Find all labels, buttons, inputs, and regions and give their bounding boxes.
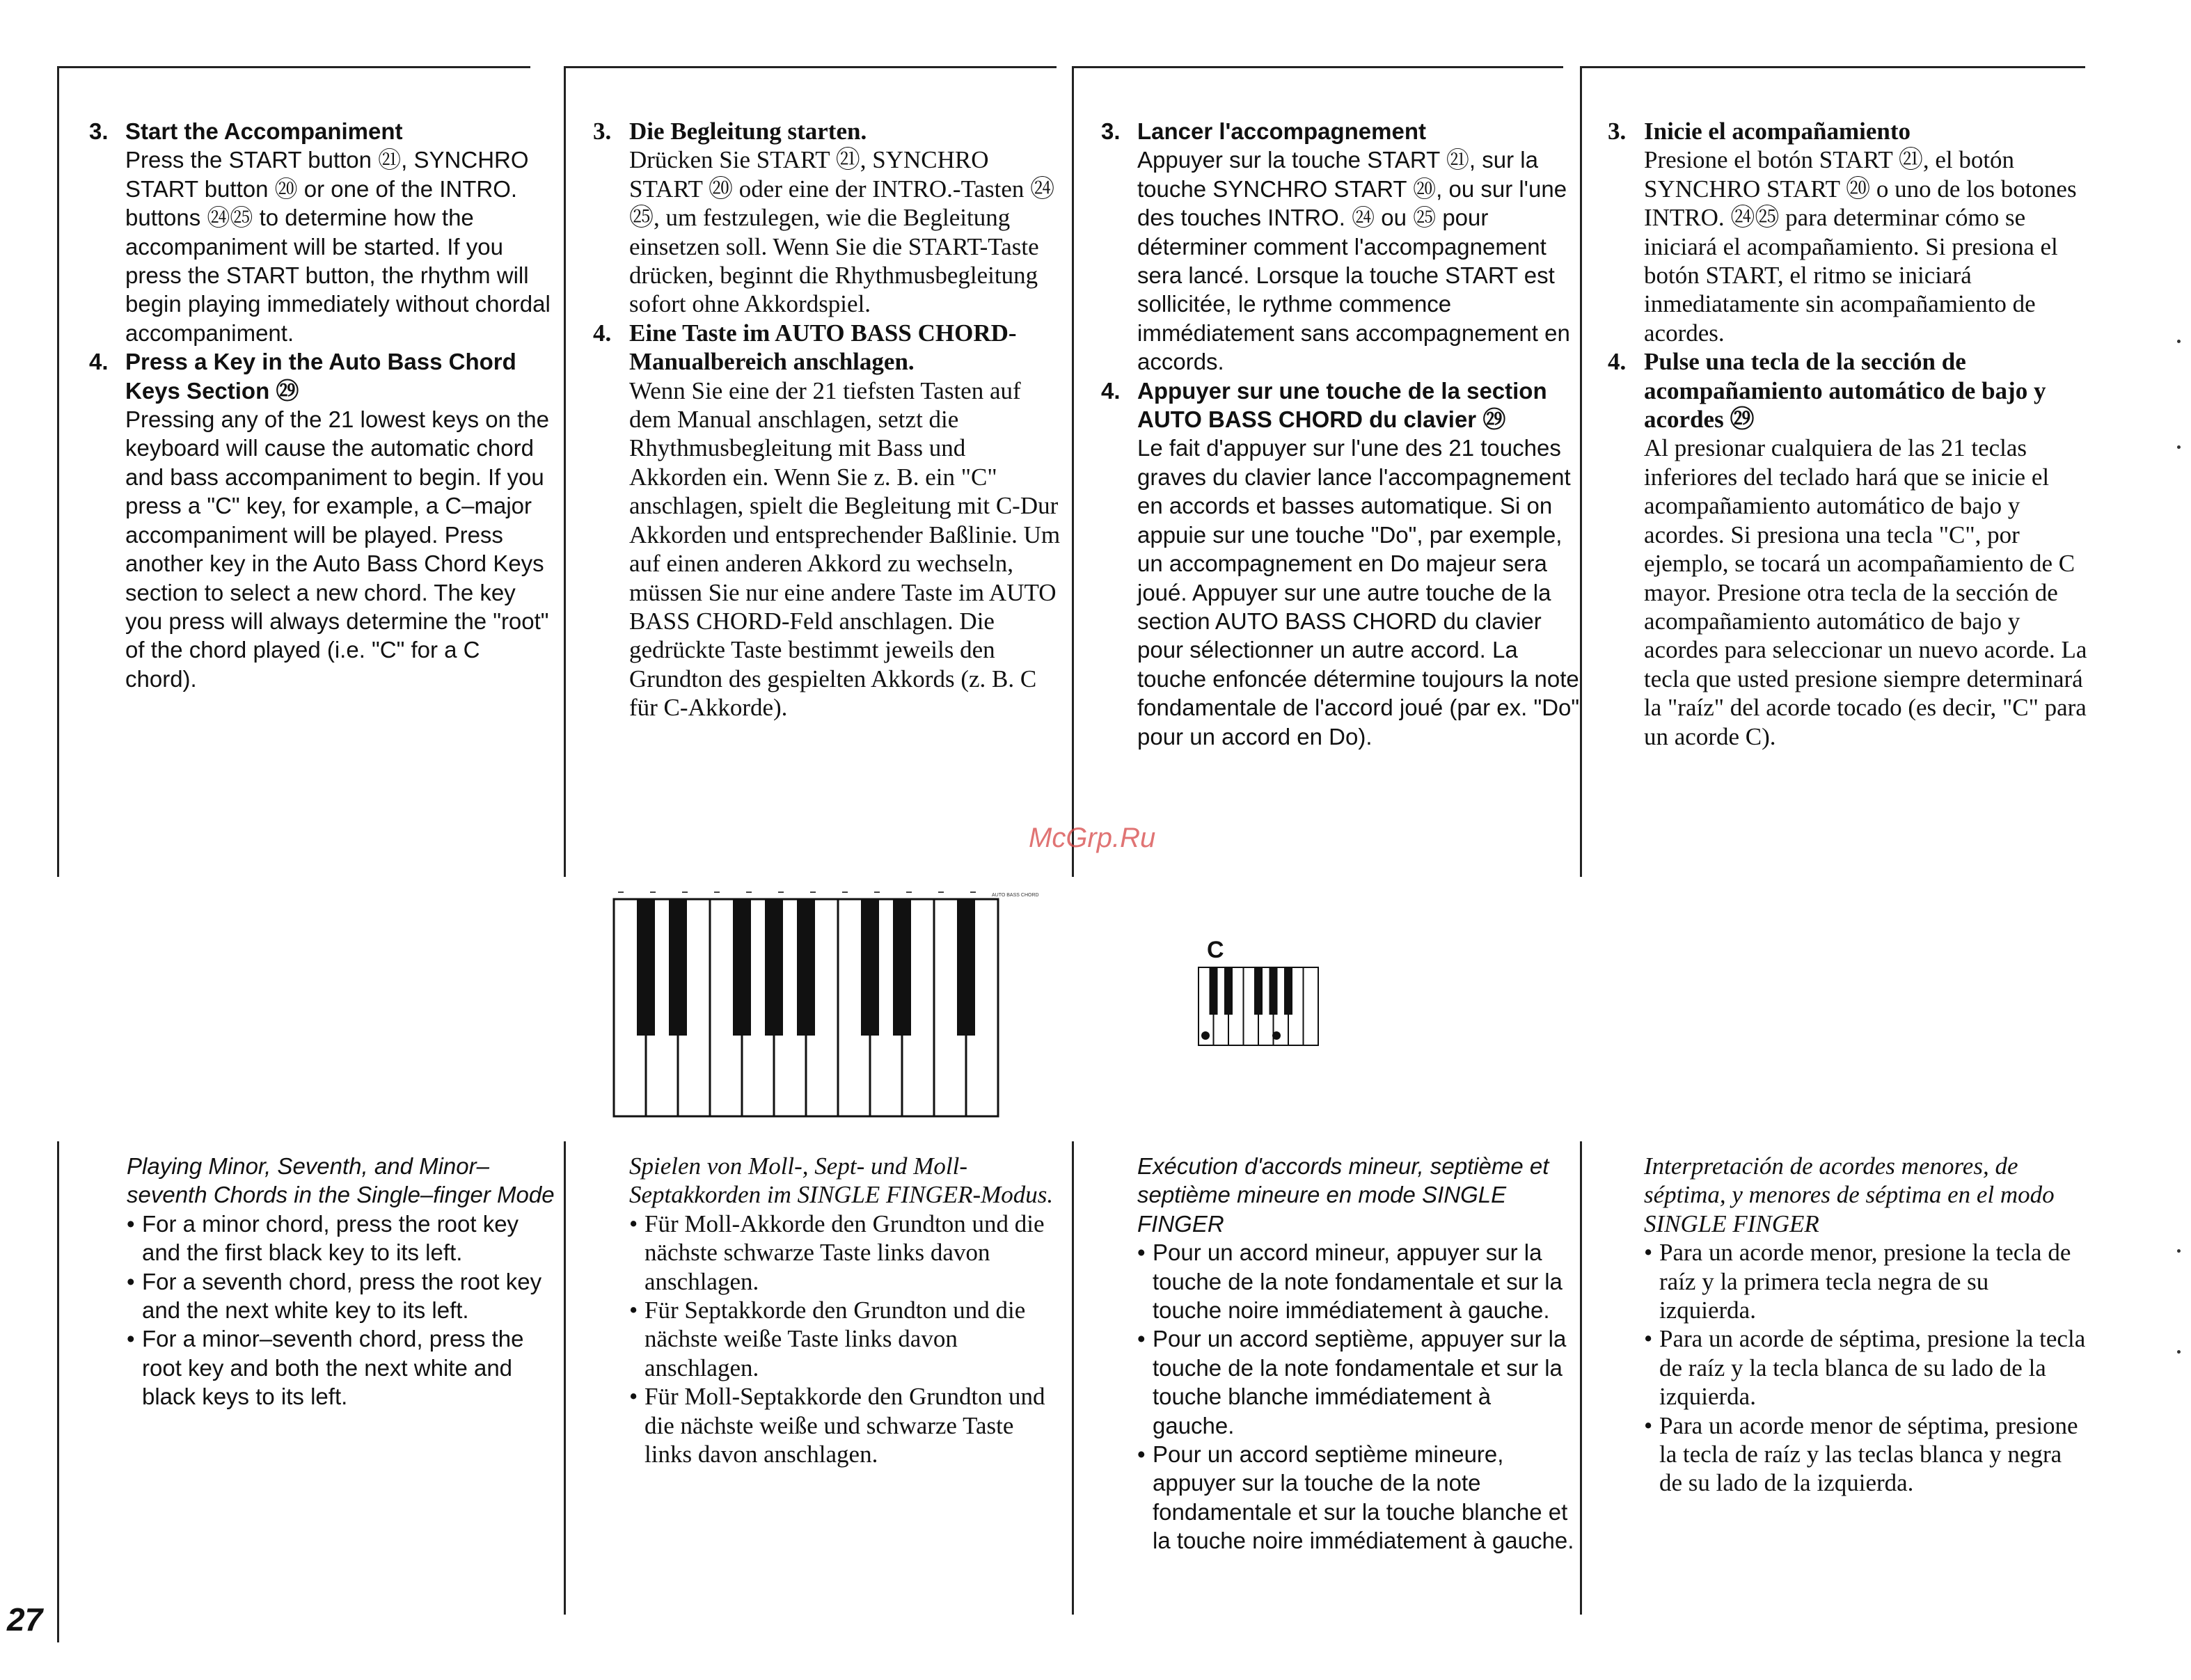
step-heading: Start the Accompaniment — [125, 118, 403, 144]
step-number: 4. — [1608, 348, 1627, 376]
watermark: McGrp.Ru — [1029, 823, 1156, 853]
step-heading: Die Begleitung starten. — [629, 118, 867, 145]
black-key — [893, 899, 911, 1036]
bullet-item: • Para un acorde de séptima, presione la tecla de raíz y la tecla blanca de su lado de la izquierda. — [1644, 1324, 2087, 1411]
black-key — [637, 899, 655, 1036]
step-number: 3. — [1608, 118, 1627, 145]
rule-vertical — [564, 66, 566, 877]
section-single-finger-german — [629, 1152, 1061, 1468]
scan-speck — [2177, 445, 2181, 449]
scan-speck — [2177, 1249, 2181, 1253]
bullet-item: • Para un acorde menor de séptima, presione la tecla de raíz y las teclas blanca y negra de su lado de la izquierda. — [1644, 1411, 2087, 1498]
bullet-item: • Para un acorde menor, presione la tecla de raíz y la primera tecla negra de su izquierda. — [1644, 1238, 2087, 1324]
step-text: Al presionar cualquiera de las 21 teclas inferiores del teclado hará que se inicie el acompañamiento automático de bajo y acordes. Si presiona una tecla "C", por ejemplo, se tocará un acompañamiento de C mayor. Presione otra tecla de la sección de acompañamiento automático de bajo y acordes para seleccionar un nuevo acorde. La tecla que usted presione siempre determinará la "raíz" del acorde tocado (es decir, "C" para un acorde C). — [1644, 434, 2087, 750]
step-heading: Eine Taste im AUTO BASS CHORD-Manualbereich anschlagen. — [629, 319, 1017, 376]
black-key — [765, 899, 783, 1036]
section-single-finger-french — [1137, 1152, 1576, 1555]
bullet-list — [1137, 1238, 1576, 1555]
section-title: Playing Minor, Seventh, and Minor–seventh Chords in the Single–finger Mode — [127, 1153, 555, 1208]
rule-vertical — [57, 66, 59, 877]
black-key — [733, 899, 751, 1036]
rule-vertical — [1580, 1141, 1582, 1615]
white-key — [1304, 967, 1319, 1045]
step-3 — [593, 117, 1066, 319]
bullet-item: • For a minor chord, press the root key and the first black key to its left. — [127, 1210, 558, 1267]
section-label: AUTO BASS CHORD — [992, 893, 1039, 898]
step-text: Appuyer sur la touche START ㉑, sur la touche SYNCHRO START ⑳, ou sur l'une des touches INTRO. ㉔ ou ㉕ pour déterminer comment l'accompagnement sera lancé. Lorsque la touche START est sollicitée, le rythme commence immédiatement sans accompagnement en accords. — [1137, 147, 1570, 375]
step-number: 3. — [1101, 118, 1121, 144]
black-key — [797, 899, 815, 1036]
keyboard-illustration — [612, 889, 1058, 1119]
step-4 — [1608, 347, 2089, 751]
section-title: Interpretación de acordes menores, de séptima, y menores de séptima en el modo SINGLE FINGER — [1644, 1152, 2055, 1237]
step-text: Pressing any of the 21 lowest keys on the keyboard will cause the automatic chord and bass accompaniment to begin. If you press a "C" key, for example, a C–major accompaniment will be played. Press another key in the Auto Bass Chord Keys section to select a new chord. The key you press will always determine the "root" of the chord played (i.e. "C" for a C chord). — [125, 406, 550, 692]
step-heading: Lancer l'accompagnement — [1137, 118, 1426, 144]
page-number: 27 — [7, 1601, 43, 1638]
step-text: Press the START button ㉑, SYNCHRO START button ⑳ or one of the INTRO. buttons ㉔㉕ to determine how the accompaniment will be started. If you press the START button, the rhythm will begin playing immediately without chordal accompaniment. — [125, 147, 551, 346]
bullet-item: • Für Moll-Septakkorde den Grundton und die nächste weiße und schwarze Taste links davon anschlagen. — [629, 1382, 1061, 1468]
bullet-item: • Pour un accord septième, appuyer sur la touche de la note fondamentale et sur la touche blanche immédiatement à gauche. — [1137, 1324, 1576, 1440]
bullet-item: • Pour un accord septième mineure, appuyer sur la touche de la note fondamentale et sur la touche blanche et la touche noire immédiatement à gauche. — [1137, 1440, 1576, 1555]
rule-top-4 — [1580, 66, 2085, 68]
bullet-list — [127, 1210, 558, 1411]
step-number: 4. — [593, 319, 612, 347]
step-4 — [593, 319, 1066, 722]
section-title: Spielen von Moll-, Sept- und Moll-Septakkorden im SINGLE FINGER-Modus. — [629, 1152, 1054, 1209]
step-heading: Inicie el acompañamiento — [1644, 118, 1911, 145]
chord-keys — [1199, 967, 1318, 1045]
column-french — [1101, 117, 1581, 751]
black-key — [861, 899, 879, 1036]
step-text: Presione el botón START ㉑, el botón SYNCHRO START ⑳ o uno de los botones INTRO. ㉔㉕ para determinar cómo se iniciará el acompañamiento. Si presiona el botón START, el ritmo se iniciará inmediatamente sin acompañamiento de acordes. — [1644, 146, 2077, 347]
keyboard-keys — [614, 899, 998, 1116]
step-text: Wenn Sie eine der 21 tiefsten Tasten auf dem Manual anschlagen, setzt die Rhythmusbegleitung mit Bass und Akkorden ein. Wenn Sie z. B. ein "C" anschlagen, spielt die Begleitung mit C-Dur Akkorden und entsprechender Baßlinie. Um auf einen anderen Akkord zu wechseln, müssen Sie nur eine andere Taste im AUTO BASS CHORD-Feld anschlagen. Die gedrückte Taste bestimmt jeweils den Grundton des gespielten Akkords (z. B. C für C-Akkorde). — [629, 377, 1061, 722]
bullet-item: • For a seventh chord, press the root key and the next white key to its left. — [127, 1267, 558, 1325]
step-heading: Press a Key in the Auto Bass Chord Keys Section ㉙ — [125, 349, 516, 404]
rule-top-2 — [564, 66, 1057, 68]
black-key — [1284, 967, 1292, 1015]
step-number: 4. — [89, 349, 109, 375]
step-3 — [1608, 117, 2089, 347]
chord-label: C — [1207, 937, 1224, 963]
rule-top-3 — [1072, 66, 1563, 68]
step-3 — [1101, 117, 1581, 377]
step-4 — [1101, 377, 1581, 751]
scan-speck — [2177, 1350, 2181, 1354]
column-spanish — [1608, 117, 2089, 751]
bullet-item: • For a minor–seventh chord, press the root key and both the next white and black keys to its left. — [127, 1324, 558, 1411]
bullet-item: • Pour un accord mineur, appuyer sur la touche de la note fondamentale et sur la touche noire immédiatement à gauche. — [1137, 1238, 1576, 1324]
bullet-item: • Für Moll-Akkorde den Grundton und die nächste schwarze Taste links davon anschlagen. — [629, 1210, 1061, 1296]
black-key — [957, 899, 975, 1036]
pressed-key-marker — [1201, 1031, 1210, 1040]
black-key — [669, 899, 687, 1036]
black-key — [1269, 967, 1278, 1015]
scan-speck — [2177, 340, 2181, 343]
rule-vertical — [57, 1141, 59, 1642]
pressed-key-marker — [1272, 1031, 1281, 1040]
rule-vertical — [564, 1141, 566, 1615]
step-number: 4. — [1101, 377, 1121, 404]
bullet-list — [1644, 1238, 2087, 1498]
step-4 — [89, 347, 557, 693]
bullet-item: • Für Septakkorde den Grundton und die nächste weiße Taste links davon anschlagen. — [629, 1296, 1061, 1382]
black-key — [1210, 967, 1218, 1015]
step-heading: Appuyer sur une touche de la section AUTO BASS CHORD du clavier ㉙ — [1137, 377, 1547, 433]
column-german — [593, 117, 1066, 722]
step-heading: Pulse una tecla de la sección de acompañamiento automático de bajo y acordes ㉙ — [1644, 348, 2046, 434]
step-3 — [89, 117, 557, 347]
rule-top-1 — [57, 66, 530, 68]
c-chord-diagram — [1197, 933, 1462, 1058]
rule-vertical — [1072, 66, 1074, 877]
bullet-list — [629, 1210, 1061, 1469]
column-english — [89, 117, 557, 693]
step-number: 3. — [89, 118, 109, 144]
section-single-finger-english — [127, 1152, 558, 1411]
step-text: Drücken Sie START ㉑, SYNCHRO START ⑳ oder eine der INTRO.-Tasten ㉔㉕, um festzulegen, wie die Begleitung einsetzen soll. Wenn Sie die START-Taste drücken, beginnt die Rhythmusbegleitung sofort ohne Akkordspiel. — [629, 146, 1055, 318]
step-text: Le fait d'appuyer sur l'une des 21 touches graves du clavier lance l'accompagnement en accords et basses automatique. Si on appuie sur une touche "Do", par exemple, un accompagnement en Do majeur sera joué. Appuyer sur une autre touche de la section AUTO BASS CHORD du clavier pour sélectionner un autre accord. La touche enfoncée détermine toujours la note fondamentale de l'accord joué (par ex. "Do" pour un accord en Do). — [1137, 435, 1580, 750]
step-number: 3. — [593, 118, 612, 145]
black-key — [1224, 967, 1233, 1015]
rule-vertical — [1072, 1141, 1074, 1615]
section-title: Exécution d'accords mineur, septième et septième mineure en mode SINGLE FINGER — [1137, 1153, 1549, 1237]
black-key — [1254, 967, 1263, 1015]
section-single-finger-spanish — [1644, 1152, 2087, 1498]
